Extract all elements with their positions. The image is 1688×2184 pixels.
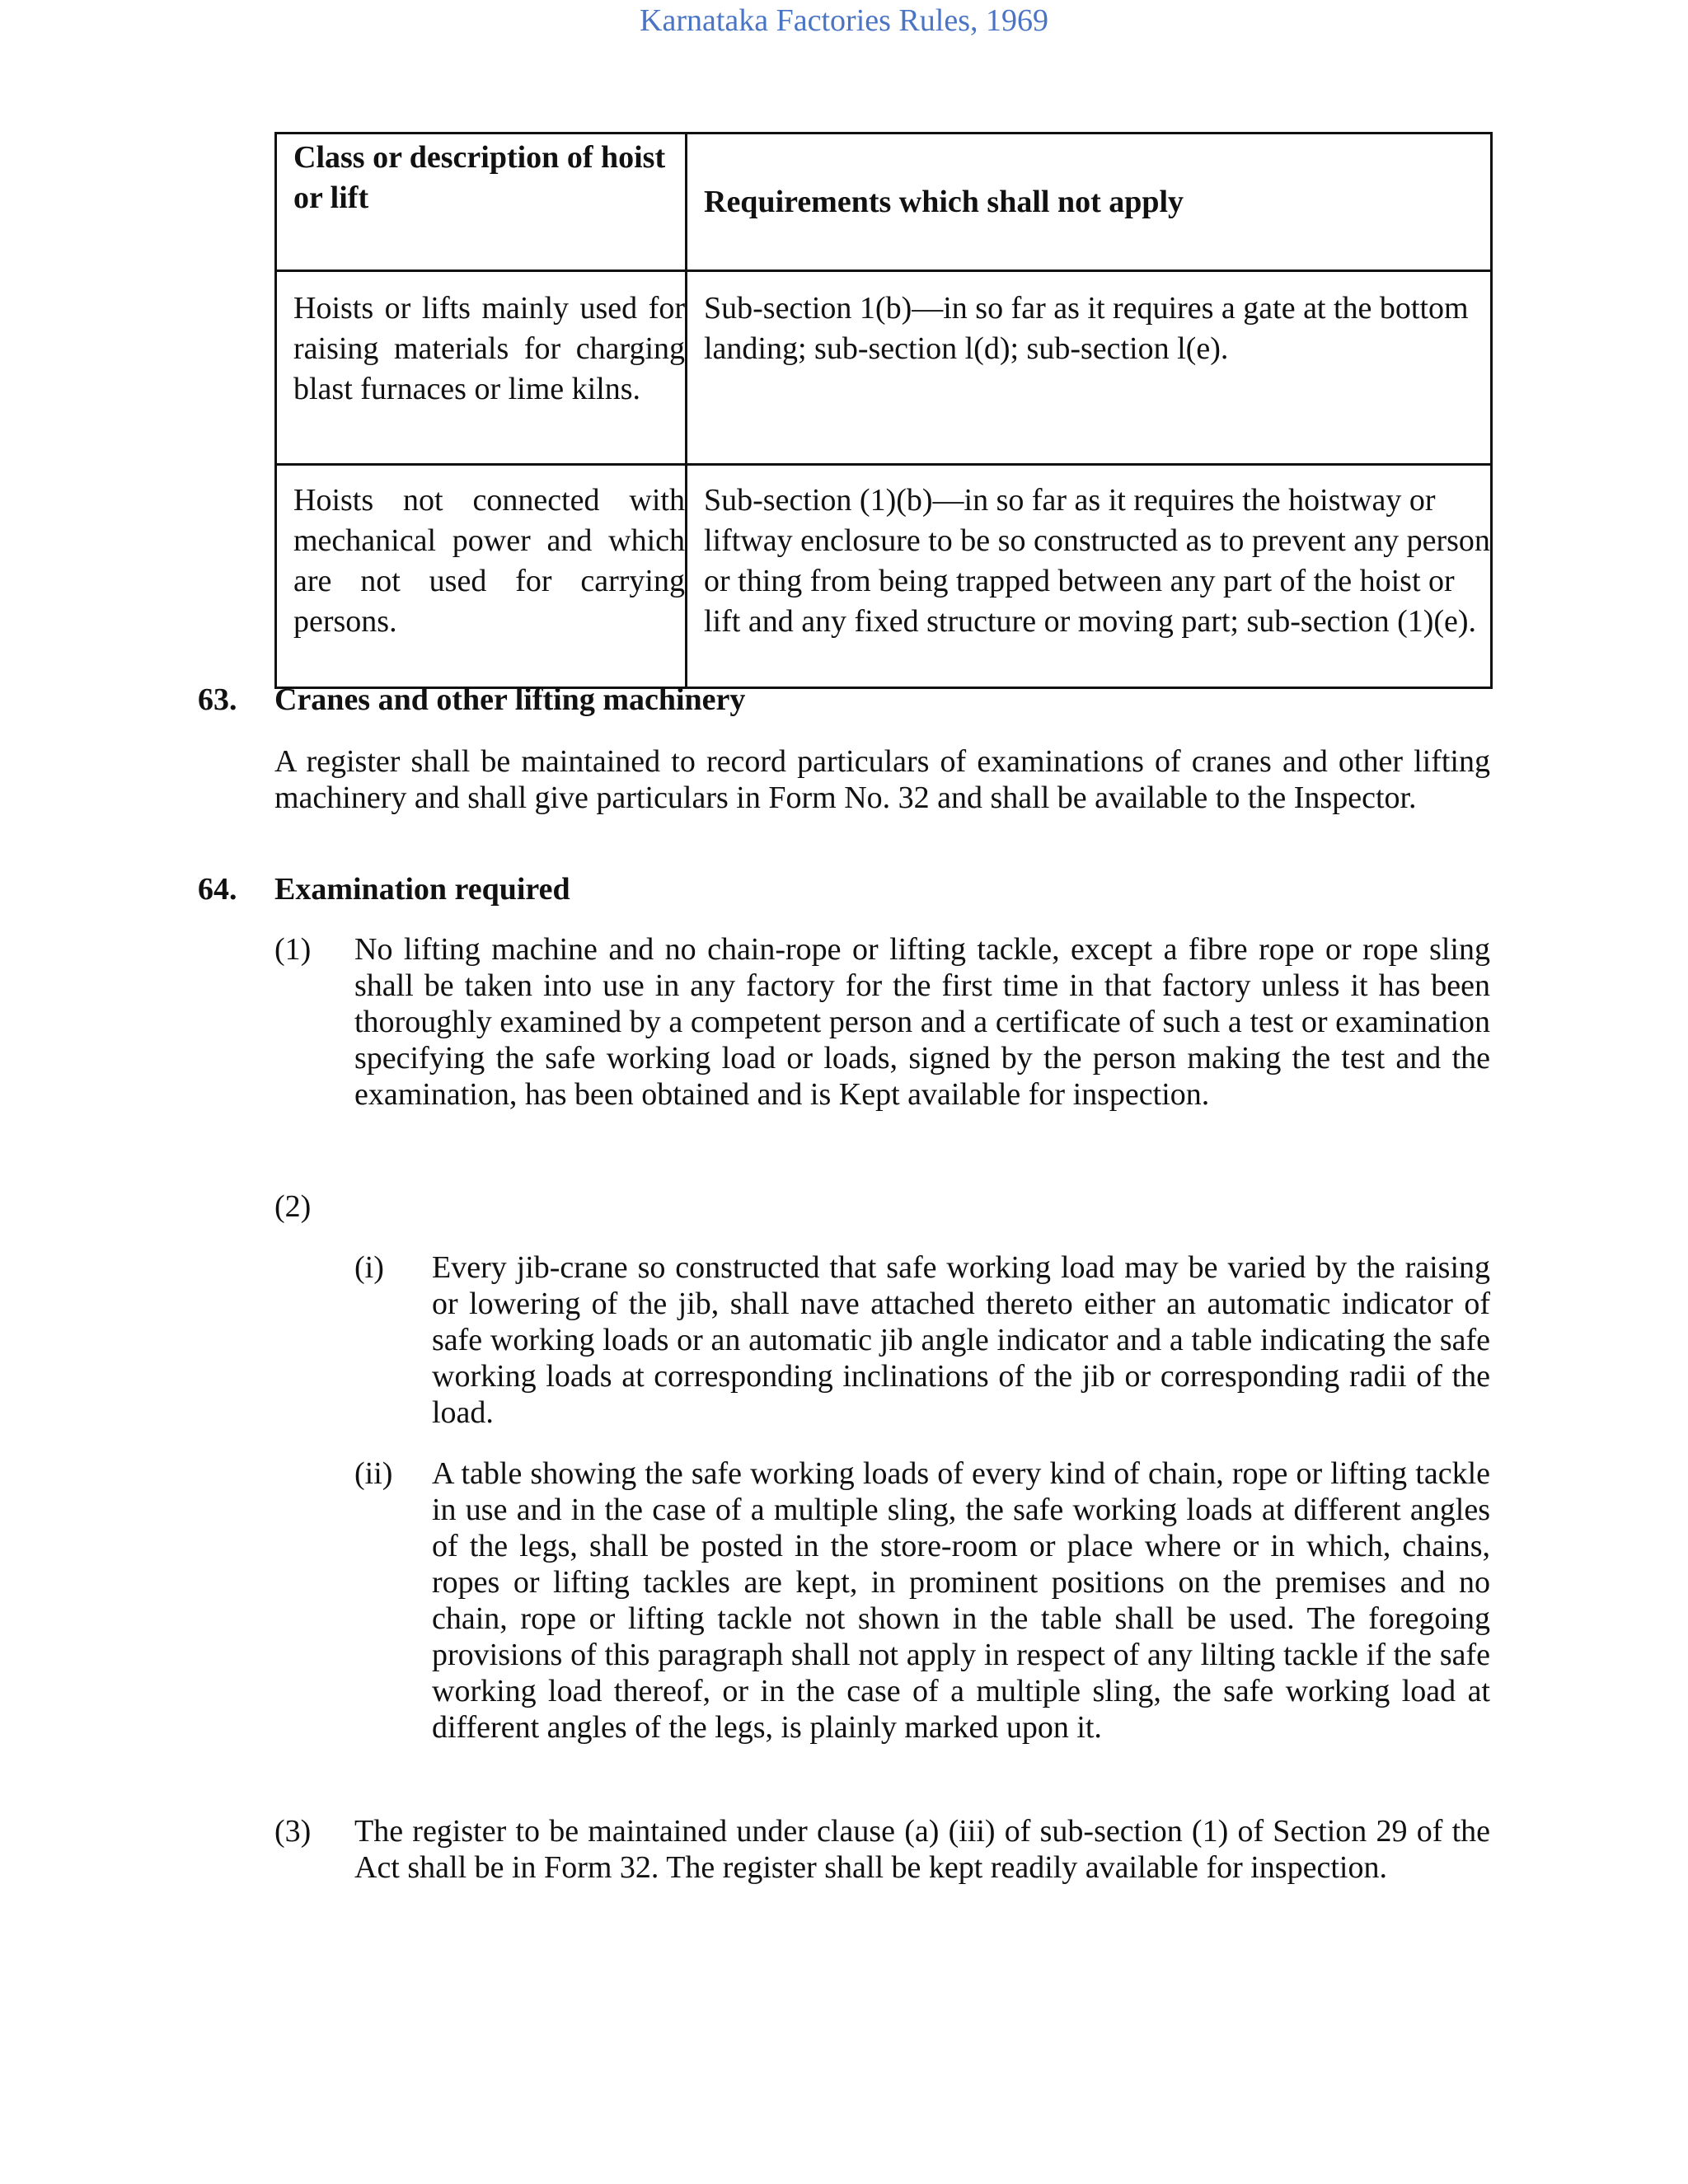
section-number: 63. [198, 682, 237, 717]
table-row [276, 465, 1492, 688]
table-header-class: Class or description of hoist or lift [276, 134, 687, 271]
clause-marker: (3) [274, 1814, 312, 1849]
section-number: 64. [198, 872, 237, 907]
section-paragraph: A register shall be maintained to record particulars of examinations of cranes and other lifting machinery and shall give particulars in Form No. 32 and shall be available to the Inspector. [274, 744, 1490, 815]
clause-text: The register to be maintained under clause (a) (iii) of sub-section (1) of Section 29 of the Act shall be in Form 32. The register shall be kept readily available for inspection. [354, 1814, 1490, 1885]
table-row [276, 271, 1492, 465]
subclause-marker: (ii) [354, 1456, 393, 1491]
subclause-text: Every jib-crane so constructed that safe working load may be varied by the raising or lowering of the jib, shall nave attached thereto either an automatic indicator of safe working loads or an automatic jib angle indicator and a table indicating the safe working loads at corresponding inclinations of the jib or corresponding radii of the load. [432, 1250, 1490, 1430]
table-cell-requirements: Sub-section 1(b)—in so far as it requires a gate at the bottom landing; sub-section l(d); sub-section l(e). [687, 271, 1492, 465]
section-title: Cranes and other lifting machinery [274, 682, 746, 717]
clause-marker: (1) [274, 932, 312, 967]
exemptions-table [274, 132, 1493, 689]
table-cell-class: Hoists or lifts mainly used for raising materials for charging blast furnaces or lime kilns. [276, 271, 687, 465]
table-cell-class: Hoists not connected with mechanical power and which are not used for carrying persons. [276, 465, 687, 688]
section-title: Examination required [274, 872, 570, 907]
table-header-requirements: Requirements which shall not apply [687, 134, 1492, 271]
table-header-row [276, 134, 1492, 271]
table-cell-requirements: Sub-section (1)(b)—in so far as it requires the hoistway or liftway enclosure to be so constructed as to prevent any person or thing from being trapped between any part of the hoist or lift and any fixed structure or moving part; sub-section (1)(e). [687, 465, 1492, 688]
clause-text: No lifting machine and no chain-rope or lifting tackle, except a fibre rope or rope sling shall be taken into use in any factory for the first time in that factory unless it has been thoroughly examined by a competent person and a certificate of such a test or examination specifying the safe working load or loads, signed by the person making the test and the examination, has been obtained and is Kept available for inspection. [354, 932, 1490, 1112]
page-header: Karnataka Factories Rules, 1969 [640, 3, 1048, 38]
clause-marker: (2) [274, 1189, 312, 1224]
subclause-marker: (i) [354, 1250, 384, 1285]
subclause-text: A table showing the safe working loads of every kind of chain, rope or lifting tackle in use and in the case of a multiple sling, the safe working loads at different angles of the legs, shall be posted in the store-room or place where or in which, chains, ropes or lifting tackles are kept, in prominent positions on the premises and no chain, rope or lifting tackle not shown in the table shall be used. The foregoing provisions of this paragraph shall not apply in respect of any lilting tackle if the safe working load thereof, or in the case of a multiple sling, the safe working load at different angles of the legs, is plainly marked upon it. [432, 1456, 1490, 1745]
